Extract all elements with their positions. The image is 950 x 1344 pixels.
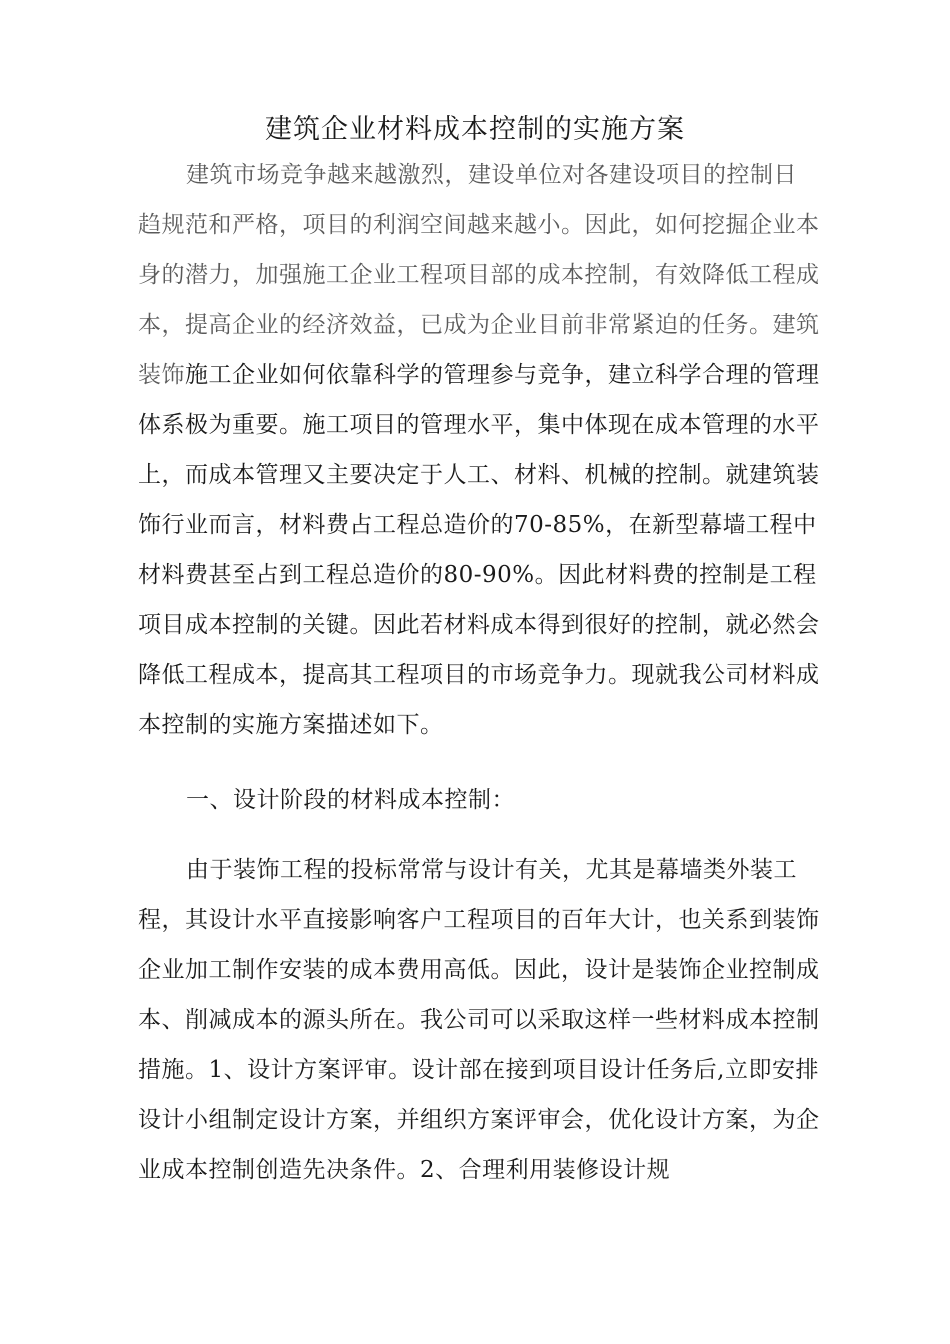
paragraph-line: 降低工程成本，提高其工程项目的市场竞争力。现就我公司材料成	[138, 662, 820, 688]
paragraph-text-span: 施工企业如何依靠科学的管理参与竞争，建立科学合理的管理	[185, 362, 820, 388]
document-title: 建筑企业材料成本控制的实施方案	[265, 114, 685, 145]
paragraph-line: 企业加工制作安装的成本费用高低。因此，设计是装饰企业控制成	[138, 957, 820, 983]
paragraph-line: 项目成本控制的关键。因此若材料成本得到很好的控制，就必然会	[138, 612, 820, 638]
paragraph-line: 本，提高企业的经济效益，已成为企业目前非常紧迫的任务。建筑	[138, 312, 820, 338]
paragraph-line: 身的潜力，加强施工企业工程项目部的成本控制，有效降低工程成	[138, 262, 820, 288]
paragraph-line: 措施。1、设计方案评审。设计部在接到项目设计任务后,立即安排	[138, 1057, 819, 1083]
paragraph-line: 程，其设计水平直接影响客户工程项目的百年大计，也关系到装饰	[138, 907, 820, 933]
paragraph-line: 由于装饰工程的投标常常与设计有关，尤其是幕墙类外装工	[186, 857, 797, 883]
paragraph-line	[138, 360, 820, 390]
paragraph-line: 建筑市场竞争越来越激烈，建设单位对各建设项目的控制日	[186, 162, 797, 188]
paragraph-line: 本、削减成本的源头所在。我公司可以采取这样一些材料成本控制	[138, 1007, 820, 1033]
paragraph-line: 业成本控制创造先决条件。2、合理利用装修设计规	[138, 1157, 671, 1183]
paragraph-line: 体系极为重要。施工项目的管理水平，集中体现在成本管理的水平	[138, 412, 820, 438]
paragraph-line: 本控制的实施方案描述如下。	[138, 712, 444, 738]
paragraph-line: 饰行业而言，材料费占工程总造价的70-85%，在新型幕墙工程中	[138, 512, 817, 538]
section-heading: 一、设计阶段的材料成本控制：	[186, 787, 515, 813]
paragraph-line: 上，而成本管理又主要决定于人工、材料、机械的控制。就建筑装	[138, 462, 820, 488]
paragraph-text-span: 装饰	[138, 362, 185, 388]
paragraph-line: 趋规范和严格，项目的利润空间越来越小。因此，如何挖掘企业本	[138, 212, 820, 238]
paragraph-line: 材料费甚至占到工程总造价的80-90%。因此材料费的控制是工程	[138, 562, 817, 588]
paragraph-line: 设计小组制定设计方案，并组织方案评审会，优化设计方案，为企	[138, 1107, 820, 1133]
